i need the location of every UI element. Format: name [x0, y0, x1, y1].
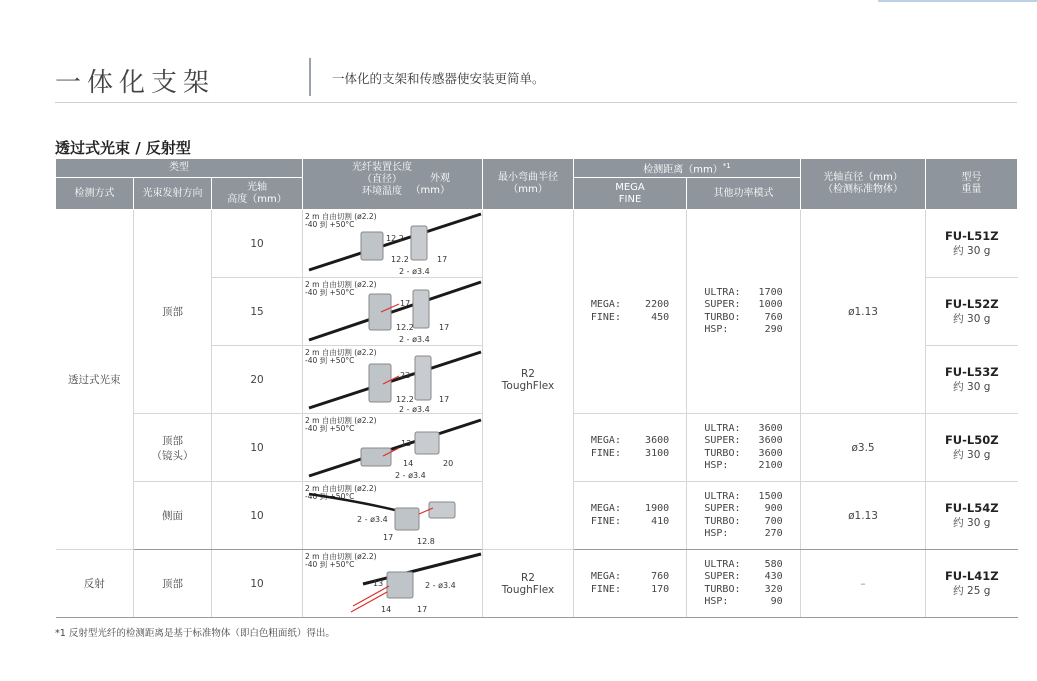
bracket-body — [387, 572, 413, 598]
cell-model — [926, 482, 1018, 550]
dim-label: 12.2 — [396, 395, 414, 405]
cell-appearance — [303, 414, 483, 482]
cell-mega-fine: MEGA: 1900 FINE: 410 — [574, 482, 687, 550]
dim-label: 22 — [400, 371, 411, 381]
model-weight: 约 30 g — [953, 449, 991, 462]
dim-label: 13 — [373, 579, 384, 589]
cell-bend-radius: R2 ToughFlex — [483, 550, 574, 618]
cable-spec-line2: -40 到 +50°C — [305, 560, 355, 570]
bracket-body — [415, 432, 439, 454]
cell-bend-radius: R2 ToughFlex — [483, 210, 574, 550]
model-number: FU-L51Z — [944, 229, 999, 244]
header-bend-radius: 最小弯曲半径 （mm） — [483, 159, 574, 210]
model-weight: 约 30 g — [953, 245, 991, 258]
cable-spec-line2: -40 到 +50°C — [305, 356, 355, 366]
model-number: FU-L53Z — [944, 365, 999, 380]
cell-model — [926, 210, 1018, 278]
bracket-diagram — [303, 346, 483, 413]
cell-axis-dia: – — [801, 550, 926, 618]
cell-axis-dia: ø3.5 — [801, 414, 926, 482]
table-row — [56, 210, 1018, 278]
cell-mega-fine: MEGA: 3600 FINE: 3100 — [574, 414, 687, 482]
cell-height: 10 — [212, 210, 303, 278]
dim-label: 2 - ø3.4 — [399, 267, 430, 277]
cell-appearance — [303, 278, 483, 346]
dim-label: 2 - ø3.4 — [399, 405, 430, 414]
model-number: FU-L54Z — [944, 501, 999, 516]
bracket-body — [369, 364, 391, 402]
footnote-mark: *1 — [722, 162, 731, 170]
dim-label: 2 - ø3.4 — [425, 581, 456, 591]
dim-label: 12.2 — [391, 255, 409, 265]
footnote: *1 反射型光纤的检测距离是基于标准物体（即白色粗面纸）得出。 — [55, 628, 335, 639]
cell-appearance — [303, 346, 483, 414]
header-type: 类型 — [56, 159, 303, 178]
dim-label: 14 — [403, 459, 414, 469]
bracket-body — [415, 356, 431, 400]
cable-spec-line1: 2 m 自由切割 (ø2.2) — [305, 416, 377, 426]
cell-mega-fine: MEGA: 760 FINE: 170 — [574, 550, 687, 618]
spec-table — [55, 158, 1018, 618]
cell-other-modes: ULTRA: 1700 SUPER: 1000 TURBO: 760 HSP: 290 — [687, 210, 801, 414]
dim-label: 14 — [381, 605, 392, 615]
model-weight: 约 30 g — [953, 313, 991, 326]
title-divider — [309, 58, 311, 96]
header-fiber-appearance — [303, 159, 483, 210]
header-mega-fine: MEGA FINE — [574, 178, 687, 210]
cell-appearance — [303, 210, 483, 278]
header-rule — [55, 102, 1017, 103]
cell-height: 20 — [212, 346, 303, 414]
table-row — [56, 550, 1018, 618]
beam-arrow — [353, 586, 389, 606]
cell-appearance — [303, 550, 483, 618]
model-number: FU-L50Z — [944, 433, 999, 448]
page-subtitle: 一体化的支架和传感器使安装更简单。 — [332, 71, 545, 86]
model-weight: 约 30 g — [953, 517, 991, 530]
header-emission-direction: 光束发射方向 — [134, 178, 212, 210]
cable-spec-line2: -40 到 +50°C — [305, 424, 355, 434]
dim-label: 2 - ø3.4 — [399, 335, 430, 345]
cell-model — [926, 346, 1018, 414]
cell-model — [926, 414, 1018, 482]
bracket-body — [361, 448, 391, 466]
header-model-weight: 型号 重量 — [926, 159, 1018, 210]
model-number: FU-L41Z — [944, 569, 999, 584]
cell-through-beam: 透过式光束 — [56, 210, 134, 550]
cell-direction-top: 顶部 — [134, 210, 212, 414]
cell-other-modes: ULTRA: 3600 SUPER: 3600 TURBO: 3600 HSP: 2100 — [687, 414, 801, 482]
cell-model — [926, 278, 1018, 346]
dim-label: 17 — [400, 299, 411, 309]
cable-spec-line2: -40 到 +50°C — [305, 220, 355, 230]
header-fiber-length: 光纤装置长度 （直径） 环境温度 — [352, 162, 413, 198]
dim-label: 17 — [437, 255, 448, 265]
cell-direction-top-lens: 顶部 （镜头） — [134, 414, 212, 482]
cell-height: 10 — [212, 482, 303, 550]
model-number: FU-L52Z — [944, 297, 999, 312]
dim-label: 13 — [401, 439, 412, 449]
cell-axis-dia: ø1.13 — [801, 482, 926, 550]
bracket-body — [395, 508, 419, 530]
bracket-body — [429, 502, 455, 518]
dim-label: 12.2 — [386, 234, 404, 244]
header-detection-method: 检测方式 — [56, 178, 134, 210]
cable-spec-line1: 2 m 自由切割 (ø2.2) — [305, 484, 377, 494]
header-appearance: 外观 （mm） — [410, 173, 451, 197]
bracket-body — [361, 232, 383, 260]
model-weight: 约 25 g — [953, 585, 991, 598]
cell-other-modes: ULTRA: 1500 SUPER: 900 TURBO: 700 HSP: 270 — [687, 482, 801, 550]
bracket-diagram — [303, 482, 483, 549]
cable-spec-line1: 2 m 自由切割 (ø2.2) — [305, 348, 377, 358]
cell-reflective: 反射 — [56, 550, 134, 618]
cell-height: 15 — [212, 278, 303, 346]
fiber-cable — [309, 494, 403, 512]
dim-label: 12.2 — [396, 323, 414, 333]
cell-height: 10 — [212, 550, 303, 618]
page-title: 一体化支架 — [55, 68, 216, 98]
cell-direction-side: 侧面 — [134, 482, 212, 550]
header-other-modes: 其他功率模式 — [687, 178, 801, 210]
section-title: 透过式光束 / 反射型 — [55, 139, 191, 157]
cable-spec-line2: -40 到 +50°C — [305, 288, 355, 298]
bracket-diagram — [303, 278, 483, 345]
cell-height: 10 — [212, 414, 303, 482]
dim-label: 20 — [443, 459, 454, 469]
dim-label: 17 — [439, 323, 450, 333]
bracket-diagram — [303, 414, 483, 481]
dim-label: 17 — [439, 395, 450, 405]
bracket-diagram — [303, 210, 483, 277]
cable-spec-line1: 2 m 自由切割 (ø2.2) — [305, 552, 377, 562]
cell-appearance — [303, 482, 483, 550]
header-detect-distance: 检测距离（mm）$^{*1}$ — [574, 159, 801, 178]
cable-spec-line2: -40 到 +50°C — [305, 492, 355, 502]
bracket-body — [411, 226, 427, 260]
dim-label: 17 — [383, 533, 394, 543]
model-weight: 约 30 g — [953, 381, 991, 394]
cell-mega-fine: MEGA: 2200 FINE: 450 — [574, 210, 687, 414]
dim-label: 2 - ø3.4 — [395, 471, 426, 481]
cell-axis-dia: ø1.13 — [801, 210, 926, 414]
bracket-body — [369, 294, 391, 330]
bracket-diagram — [303, 550, 483, 617]
cable-spec-line1: 2 m 自由切割 (ø2.2) — [305, 212, 377, 222]
cell-other-modes: ULTRA: 580 SUPER: 430 TURBO: 320 HSP: 90 — [687, 550, 801, 618]
header-optical-axis-dia: 光轴直径（mm） （检测标准物体） — [801, 159, 926, 210]
header-axis-height: 光轴 高度（mm） — [212, 178, 303, 210]
dim-label: 2 - ø3.4 — [357, 515, 388, 525]
bracket-body — [413, 290, 429, 328]
dim-label: 12.8 — [417, 537, 435, 547]
cell-model — [926, 550, 1018, 618]
top-accent-line — [878, 0, 1037, 6]
cell-direction-top: 顶部 — [134, 550, 212, 618]
cable-spec-line1: 2 m 自由切割 (ø2.2) — [305, 280, 377, 290]
dim-label: 17 — [417, 605, 428, 615]
